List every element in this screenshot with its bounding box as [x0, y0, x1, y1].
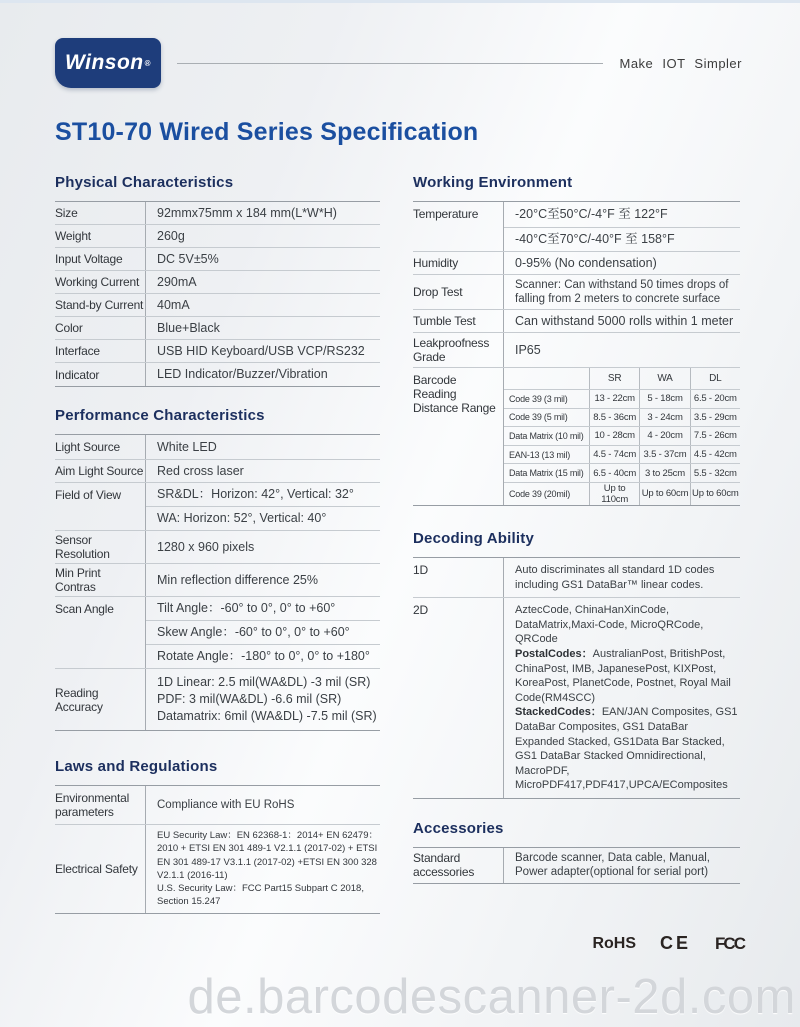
table-row — [55, 271, 380, 294]
section-laws — [55, 758, 380, 914]
spec-label: Field of View — [55, 483, 146, 530]
table-row — [55, 825, 380, 913]
barcode-header-row — [504, 368, 740, 390]
temperature-values — [504, 202, 740, 251]
spec-label: Humidity — [413, 252, 504, 274]
stacked-codes — [515, 705, 738, 793]
table-row — [55, 460, 380, 483]
spec-label: Environmental parameters — [55, 786, 146, 824]
postal-codes — [515, 647, 738, 705]
field-of-view-values — [146, 483, 380, 530]
spec-label: 2D — [413, 598, 504, 798]
barcode-range-wa: 3 - 24cm — [640, 409, 690, 427]
spec-value: Scanner: Can withstand 50 times drops of falling from 2 meters to concrete surface — [515, 279, 729, 305]
spec-label: 1D — [413, 558, 504, 597]
barcode-distance-table — [504, 368, 740, 505]
physical-table — [55, 201, 380, 387]
barcode-range-dl: 3.5 - 29cm — [693, 411, 737, 423]
spec-value-line: Datamatrix: 6mil (WA&DL) -7.5 mil (SR) — [157, 709, 377, 723]
barcode-range-wa: 4 - 20cm — [640, 427, 690, 445]
spec-label: Drop Test — [413, 275, 504, 309]
barcode-row — [504, 390, 740, 409]
barcode-range-sr: 8.5 - 36cm — [590, 409, 640, 427]
section-accessories — [413, 820, 740, 884]
table-row — [55, 669, 380, 730]
codes-2d: AztecCode, ChinaHanXinCode, DataMatrix,Maxi-Code, MicroQRCode, QRCode — [515, 604, 704, 646]
column-header: WA — [640, 368, 690, 389]
barcode-range-dl: 7.5 - 26cm — [693, 430, 737, 442]
spec-value: DC 5V±5% — [157, 251, 219, 266]
spec-value: 0-95% (No condensation) — [515, 255, 657, 270]
spec-label: Input Voltage — [55, 248, 146, 270]
spec-label: Color — [55, 317, 146, 339]
ce-logo: CE — [660, 933, 692, 953]
section-physical — [55, 174, 380, 387]
spec-label: Interface — [55, 340, 146, 362]
section-working-environment — [413, 174, 740, 506]
table-row — [413, 598, 740, 798]
spec-label: Light Source — [55, 435, 146, 459]
spec-value-paragraph: U.S. Security Law：FCC Part15 Subpart C 2018, Section 15.247 — [157, 883, 364, 908]
table-row — [55, 363, 380, 386]
table-row — [55, 317, 380, 340]
table-row — [413, 252, 740, 275]
table-row — [55, 531, 380, 564]
performance-table — [55, 434, 380, 731]
table-row — [55, 435, 380, 460]
table-row — [55, 225, 380, 248]
barcode-range-dl: 5.5 - 32cm — [693, 467, 737, 479]
spec-label: Barcode Reading Distance Range — [413, 368, 504, 505]
stacked-codes-label: StackedCodes： — [515, 706, 602, 719]
reading-accuracy-values — [146, 669, 380, 730]
spec-subvalue: Skew Angle：-60° to 0°, 0° to +60° — [146, 620, 380, 644]
certification-logos — [592, 933, 744, 954]
column-header: SR — [590, 368, 640, 389]
barcode-row — [504, 427, 740, 446]
spec-value: Barcode scanner, Data cable, Manual, Power adapter(optional for serial port) — [515, 852, 710, 879]
spec-value-line: PDF: 3 mil(WA&DL) -6.6 mil (SR) — [157, 692, 342, 706]
spec-value-paragraph: EU Security Law：EN 62368-1：2014+ EN 62479：2010 + ETSI EN 301 489-1 V2.1.1 (2017-02) + ETSI EN 301 489-17 V3.1.1 (2017-02) +ETSI EN 300 328 V2.1.1 (2016-11) — [157, 830, 378, 881]
spec-label: Scan Angle — [55, 597, 146, 668]
working-environment-table — [413, 201, 740, 506]
spec-label: Tumble Test — [413, 310, 504, 332]
barcode-type: Code 39 (20mil) — [504, 483, 590, 505]
brand-tagline: Make IOT Simpler — [619, 55, 742, 71]
spec-label: Working Current — [55, 271, 146, 293]
barcode-row — [504, 446, 740, 465]
section-heading: Working Environment — [413, 174, 573, 191]
decoding-2d-value — [504, 598, 740, 798]
barcode-type-header-empty — [504, 368, 590, 389]
section-heading: Laws and Regulations — [55, 758, 218, 775]
stacked-codes-list: EAN/JAN Composites, GS1 DataBar Composites, GS1 DataBar Expanded Stacked, GS1Data Bar Stacked, GS1 DataBar Stacked Omnidirectional, MacroPDF, MicroPDF417,PDF417,UPCA/EComposites — [515, 706, 738, 792]
spec-value: IP65 — [515, 342, 541, 357]
spec-value: Min reflection difference 25% — [157, 572, 318, 587]
table-row — [413, 275, 740, 310]
postal-codes-list: AustralianPost, BritishPost, ChinaPost, IMB, JapanesePost, KIXPost, KoreaPost, PlanetCode, Postnet, Royal Mail Code(RM4SCC) — [515, 647, 731, 704]
spec-subvalue: Rotate Angle：-180° to 0°, 0° to +180° — [146, 644, 380, 668]
spec-subvalue: -20°C至50°C/-4°F 至 122°F — [515, 207, 668, 221]
accessories-table — [413, 847, 740, 884]
spec-value: Can withstand 5000 rolls within 1 meter — [515, 313, 734, 328]
decoding-1d-value: Auto discriminates all standard 1D codes including GS1 DataBar™ linear codes. — [515, 563, 715, 591]
spec-label: Leakproofness Grade — [413, 333, 504, 367]
section-performance — [55, 407, 380, 731]
spec-value: 1280 x 960 pixels — [157, 539, 255, 554]
spec-subvalue: WA: Horizon: 52°, Vertical: 40° — [146, 506, 380, 530]
fcc-logo: FCC — [715, 933, 744, 953]
table-row — [413, 333, 740, 368]
spec-value: 40mA — [157, 297, 190, 312]
spec-value: 260g — [157, 228, 185, 243]
scan-angle-values — [146, 597, 380, 668]
page-title: ST10-70 Wired Series Specification — [55, 118, 479, 146]
right-column — [413, 174, 740, 914]
section-heading: Accessories — [413, 819, 504, 837]
brand-header — [0, 3, 800, 88]
spec-label: Reading Accuracy — [55, 669, 146, 730]
table-row — [55, 202, 380, 225]
barcode-type: Code 39 (5 mil) — [504, 409, 590, 427]
registered-mark: ® — [144, 58, 152, 68]
spec-subvalue: SR&DL：Horizon: 42°, Vertical: 32° — [157, 487, 354, 501]
spec-value: 92mmx75mm x 184 mm(L*W*H) — [157, 205, 337, 220]
spec-subvalue: -40°C至70°C/-40°F 至 158°F — [504, 227, 740, 251]
table-row — [413, 310, 740, 333]
header-divider-line — [177, 63, 603, 64]
postal-codes-label: PostalCodes： — [515, 647, 593, 660]
section-heading: Performance Characteristics — [55, 407, 265, 424]
table-row — [413, 368, 740, 505]
spec-value: USB HID Keyboard/USB VCP/RS232 — [157, 343, 365, 358]
table-row — [55, 340, 380, 363]
barcode-range-sr: 6.5 - 40cm — [590, 464, 640, 482]
spec-label: Sensor Resolution — [55, 531, 146, 563]
barcode-range-sr: Up to 110cm — [590, 483, 640, 505]
left-column — [55, 174, 380, 914]
logo-text: Winson — [64, 51, 144, 74]
barcode-type: EAN-13 (13 mil) — [504, 446, 590, 464]
barcode-row — [504, 483, 740, 505]
table-row — [413, 558, 740, 598]
barcode-row — [504, 409, 740, 428]
spec-value: Blue+Black — [157, 320, 220, 335]
barcode-range-dl: 6.5 - 20cm — [693, 393, 737, 405]
spec-label: Min Print Contras — [55, 564, 146, 596]
table-row — [55, 597, 380, 669]
barcode-range-sr: 4.5 - 74cm — [590, 446, 640, 464]
barcode-range-sr: 10 - 28cm — [590, 427, 640, 445]
barcode-range-wa: 5 - 18cm — [640, 390, 690, 408]
watermark: de.barcodescanner-2d.com — [187, 970, 796, 1024]
table-row — [413, 848, 740, 883]
spec-label: Indicator — [55, 363, 146, 386]
barcode-range-wa: Up to 60cm — [640, 483, 690, 505]
spec-label: Temperature — [413, 202, 504, 251]
section-heading: Physical Characteristics — [55, 174, 234, 191]
content-columns — [0, 174, 800, 914]
barcode-range-dl: 4.5 - 42cm — [693, 449, 737, 461]
spec-label: Aim Light Source — [55, 460, 146, 482]
rohs-logo: RoHS — [592, 934, 637, 952]
table-row — [55, 294, 380, 317]
spec-label: Standard accessories — [413, 848, 504, 883]
spec-value: LED Indicator/Buzzer/Vibration — [157, 367, 328, 381]
spec-value: 290mA — [157, 274, 197, 289]
table-row — [55, 786, 380, 825]
spec-subvalue: Tilt Angle：-60° to 0°, 0° to +60° — [157, 601, 336, 615]
table-row — [413, 202, 740, 252]
barcode-type: Code 39 (3 mil) — [504, 390, 590, 408]
barcode-type: Data Matrix (15 mil) — [504, 464, 590, 482]
spec-label: Weight — [55, 225, 146, 247]
section-heading: Decoding Ability — [413, 529, 534, 547]
decoding-table — [413, 557, 740, 799]
spec-label: Size — [55, 202, 146, 224]
table-row — [55, 483, 380, 531]
table-row — [55, 248, 380, 271]
spec-value: Red cross laser — [157, 463, 244, 478]
winson-logo — [55, 38, 161, 88]
laws-table — [55, 785, 380, 914]
electrical-safety-values — [146, 825, 380, 913]
spec-value-line: 1D Linear: 2.5 mil(WA&DL) -3 mil (SR) — [157, 675, 371, 689]
spec-label: Electrical Safety — [55, 825, 146, 913]
column-header: DL — [709, 373, 722, 384]
barcode-range-wa: 3.5 - 37cm — [640, 446, 690, 464]
spec-label: Stand-by Current — [55, 294, 146, 316]
barcode-range-sr: 13 - 22cm — [590, 390, 640, 408]
barcode-row — [504, 464, 740, 483]
section-decoding — [413, 530, 740, 799]
barcode-range-dl: Up to 60cm — [692, 488, 739, 500]
table-row — [55, 564, 380, 597]
spec-value: Compliance with EU RoHS — [157, 799, 295, 811]
barcode-type: Data Matrix (10 mil) — [504, 427, 590, 445]
spec-value: White LED — [157, 439, 217, 454]
barcode-range-wa: 3 to 25cm — [640, 464, 690, 482]
